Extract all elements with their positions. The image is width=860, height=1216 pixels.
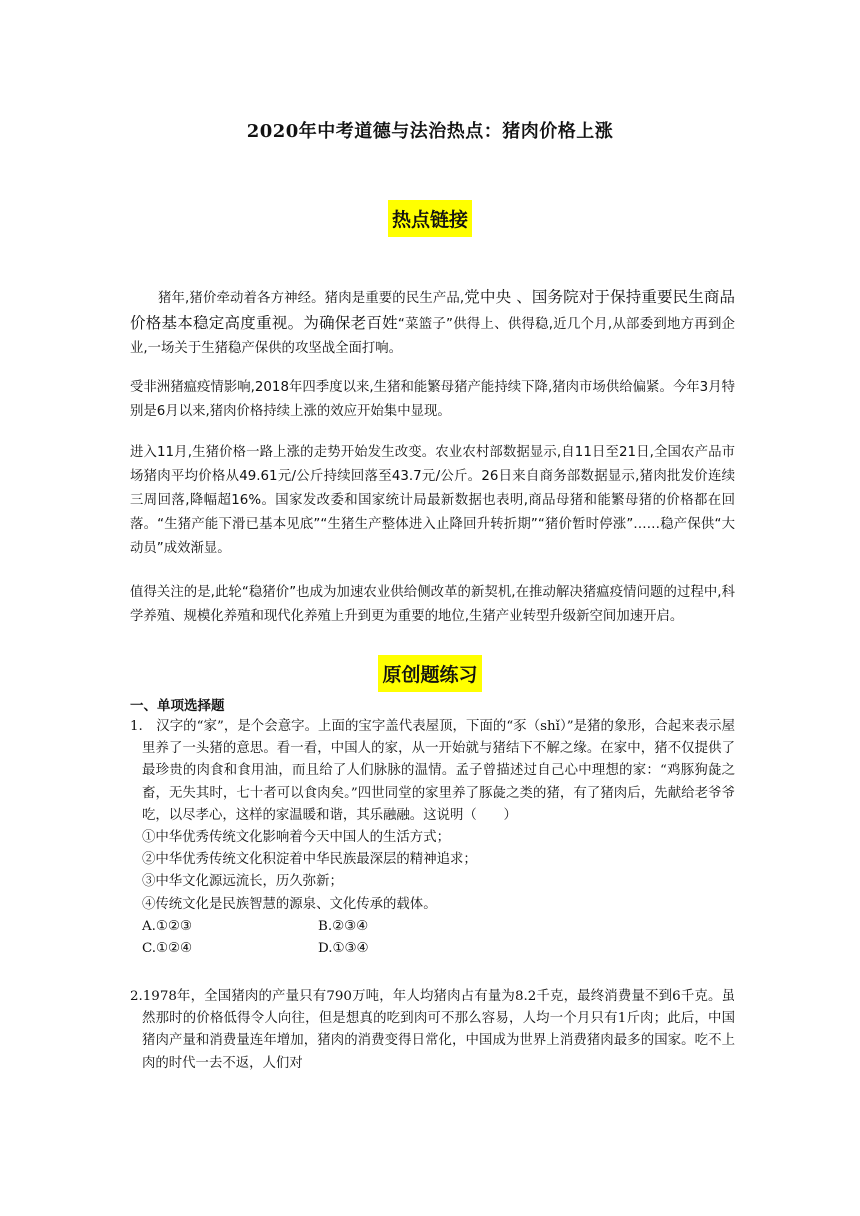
document-title: 2020年中考道德与法治热点：猪肉价格上涨 [246,121,614,142]
question-1-statement: ②中华优秀传统文化积淀着中华民族最深层的精神追求； [142,852,477,868]
section-label-single-choice: 一、单项选择题 [130,698,225,714]
choice-d: D.①③④ [318,941,369,957]
choice-c: C.①②④ [142,941,193,957]
choice-a: A.①②③ [142,918,192,934]
heading-original-exercises-text: 原创题练习 [378,655,481,692]
question-2 [130,986,735,1075]
paragraph-1 [130,285,735,361]
question-1-choices-row-2 [130,938,735,960]
paragraph-1-part-a: 猪年,猪价牵动着各方神经。猪肉是重要的民生产品, [158,291,465,306]
heading-hot-links-text: 热点链接 [388,200,472,237]
paragraph-4: 值得关注的是,此轮“稳猪价”也成为加速农业供给侧改革的新契机,在推动解决猪瘟疫情问题的过程中,科学养殖、规模化养殖和现代化养殖上升到更为重要的地位,生猪产业转型升级新空间加速开启。 [130,585,735,624]
question-1-choices-row-1 [130,916,735,938]
question-1-statement: ④传统文化是民族智慧的源泉、文化传承的载体。 [142,896,437,912]
question-1-statement: ①中华优秀传统文化影响着今天中国人的生活方式； [142,830,450,846]
question-1-stem: 1. 汉字的“家”，是个会意字。上面的宝字盖代表屋顶，下面的“豕（shǐ）”是猪的象形，合起来表示屋里养了一头猪的意思。看一看，中国人的家，从一开始就与猪结下不解之缘。在家中，猪不仅提供了最珍贵的肉食和食用油，而且给了人们脉脉的温情。孟子曾描述过自己心中理想的家：“鸡豚狗彘之畜，无失其时，七十者可以食肉矣。”四世同堂的家里养了豚彘之类的猪，有了猪肉后，先献给老爷爷吃，以尽孝心，这样的家温暖和谐，其乐融融。这说明（ ） [130,719,735,823]
paragraph-1-part-b: 党中央 、国务院对于保持重要民生商品价格基本稳定高度重视。为确保老百姓 [130,288,735,332]
heading-hot-links [0,200,860,237]
question-1 [130,716,735,960]
question-2-stem: 2.1978年，全国猪肉的产量只有790万吨，年人均猪肉占有量为8.2千克，最终消费量不到6千克。虽然那时的价格低得令人向往，但是想真的吃到肉可不那么容易，人均一个月只有1斤肉；此后，中国猪肉产量和消费量连年增加，猪肉的消费变得日常化，中国成为世界上消费猪肉最多的国家。吃不上肉的时代一去不返，人们对 [130,989,735,1071]
paragraph-1-part-c: “菜篮子”供得上、供得稳,近几个月,从部委到地方再到企业,一场关于生猪稳产保供的攻坚战全面打响。 [130,317,735,356]
choice-b: B.②③④ [318,918,369,934]
heading-original-exercises [0,655,860,692]
paragraph-2: 受非洲猪瘟疫情影响,2018年四季度以来,生猪和能繁母猪产能持续下降,猪肉市场供给偏紧。今年3月特别是6月以来,猪肉价格持续上涨的效应开始集中显现。 [130,380,735,419]
question-1-statement: ③中华文化源远流长，历久弥新； [142,874,343,890]
paragraph-3: 进入11月,生猪价格一路上涨的走势开始发生改变。农业农村部数据显示,自11日至21日,全国农产品市场猪肉平均价格从49.61元/公斤持续回落至43.7元/公斤。26日来自商务部数据显示,猪肉批发价连续三周回落,降幅超16%。国家发改委和国家统计局最新数据也表明,商品母猪和能繁母猪的价格都在回落。“生猪产能下滑已基本见底”“生猪生产整体进入止降回升转折期”“猪价暂时停涨”……稳产保供“大动员”成效渐显。 [130,445,735,556]
